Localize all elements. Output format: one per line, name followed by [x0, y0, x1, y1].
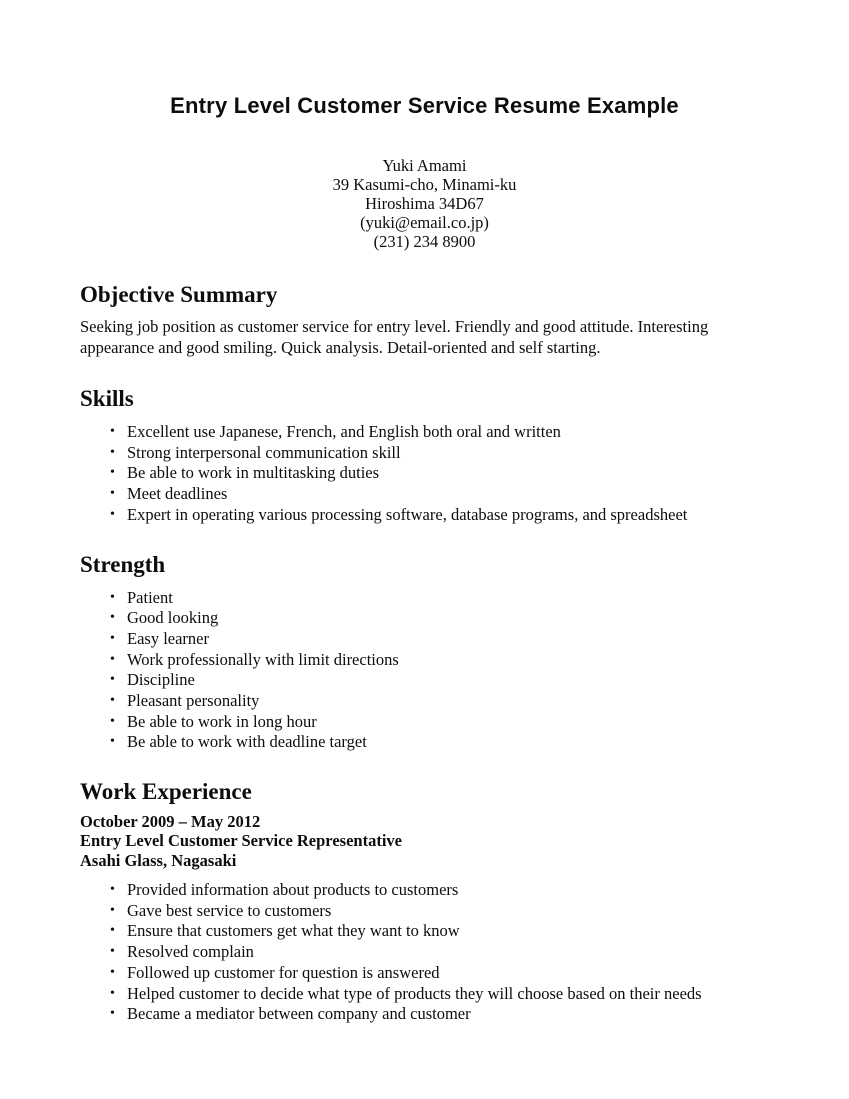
section-heading-work-experience: Work Experience [80, 779, 252, 805]
list-item [80, 921, 769, 942]
list-item [80, 629, 769, 650]
contact-address: 39 Kasumi-cho, Minami-ku [332, 175, 517, 194]
job-date-range: October 2009 – May 2012 [80, 812, 261, 832]
list-item-text: Strong interpersonal communication skill [127, 442, 401, 462]
list-item [80, 712, 769, 733]
list-item-text: Helped customer to decide what type of products they will choose based on their needs [127, 983, 702, 1003]
list-item [80, 942, 769, 963]
list-item [80, 422, 769, 443]
list-item-text: Ensure that customers get what they want to know [127, 921, 460, 941]
bullet-marker-icon: • [110, 651, 115, 667]
list-item-text: Easy learner [127, 628, 209, 648]
work-experience-list [80, 880, 769, 1025]
list-item [80, 691, 769, 712]
list-item-text: Gave best service to customers [127, 900, 332, 920]
bullet-marker-icon: • [110, 589, 115, 605]
list-item [80, 880, 769, 901]
list-item-text: Became a mediator between company and customer [127, 1004, 471, 1024]
list-item-text: Discipline [127, 670, 195, 690]
bullet-marker-icon: • [110, 630, 115, 646]
bullet-marker-icon: • [110, 964, 115, 980]
list-item-text: Good looking [127, 608, 219, 628]
bullet-marker-icon: • [110, 1006, 115, 1022]
section-heading-objective-summary: Objective Summary [80, 282, 278, 307]
list-item-text: Followed up customer for question is answered [127, 962, 440, 982]
contact-email: (yuki@email.co.jp) [360, 213, 489, 232]
job-company: Asahi Glass, Nagasaki [80, 850, 237, 870]
list-item-text: Excellent use Japanese, French, and English both oral and written [127, 422, 561, 441]
skills-list [80, 422, 769, 526]
list-item [80, 463, 769, 484]
list-item-text: Resolved complain [127, 942, 254, 962]
bullet-marker-icon: • [110, 465, 115, 481]
list-item-text: Expert in operating various processing software, database programs, and spreadsheet [127, 504, 688, 524]
list-item-text: Be able to work in long hour [127, 711, 317, 731]
objective-summary-text: Seeking job position as customer service for entry level. Friendly and good attitude. Interesting appearance and good smiling. Quick analysis. Detail-oriented and self starting. [80, 317, 709, 357]
list-item [80, 901, 769, 922]
contact-name: Yuki Amami [382, 156, 467, 175]
contact-city: Hiroshima 34D67 [365, 194, 484, 213]
list-item [80, 670, 769, 691]
bullet-marker-icon: • [110, 444, 115, 460]
bullet-marker-icon: • [110, 693, 115, 709]
bullet-marker-icon: • [110, 713, 115, 729]
job-meta-block [80, 812, 769, 870]
bullet-marker-icon: • [110, 672, 115, 688]
page-title: Entry Level Customer Service Resume Example [170, 93, 679, 118]
list-item [80, 588, 769, 609]
list-item [80, 505, 769, 526]
section-heading-skills: Skills [80, 386, 134, 411]
bullet-marker-icon: • [110, 424, 115, 439]
bullet-marker-icon: • [110, 923, 115, 939]
strength-list [80, 588, 769, 754]
list-item [80, 650, 769, 671]
list-item [80, 963, 769, 984]
list-item [80, 984, 769, 1005]
list-item [80, 1004, 769, 1025]
list-item-text: Patient [127, 587, 173, 607]
job-title: Entry Level Customer Service Representative [80, 831, 402, 851]
bullet-marker-icon: • [110, 882, 115, 898]
list-item [80, 484, 769, 505]
contact-phone: (231) 234 8900 [373, 232, 476, 251]
list-item [80, 732, 769, 753]
list-item-text: Work professionally with limit directions [127, 649, 399, 669]
contact-block [80, 156, 769, 251]
bullet-marker-icon: • [110, 734, 115, 750]
bullet-marker-icon: • [110, 486, 115, 502]
list-item-text: Pleasant personality [127, 691, 260, 711]
bullet-marker-icon: • [110, 902, 115, 918]
list-item [80, 443, 769, 464]
list-item [80, 608, 769, 629]
list-item-text: Be able to work in multitasking duties [127, 463, 380, 483]
bullet-marker-icon: • [110, 610, 115, 626]
list-item-text: Be able to work with deadline target [127, 732, 367, 752]
bullet-marker-icon: • [110, 944, 115, 960]
section-heading-strength: Strength [80, 551, 166, 577]
bullet-marker-icon: • [110, 506, 115, 522]
list-item-text: Provided information about products to customers [127, 880, 459, 900]
bullet-marker-icon: • [110, 985, 115, 1001]
list-item-text: Meet deadlines [127, 484, 228, 504]
